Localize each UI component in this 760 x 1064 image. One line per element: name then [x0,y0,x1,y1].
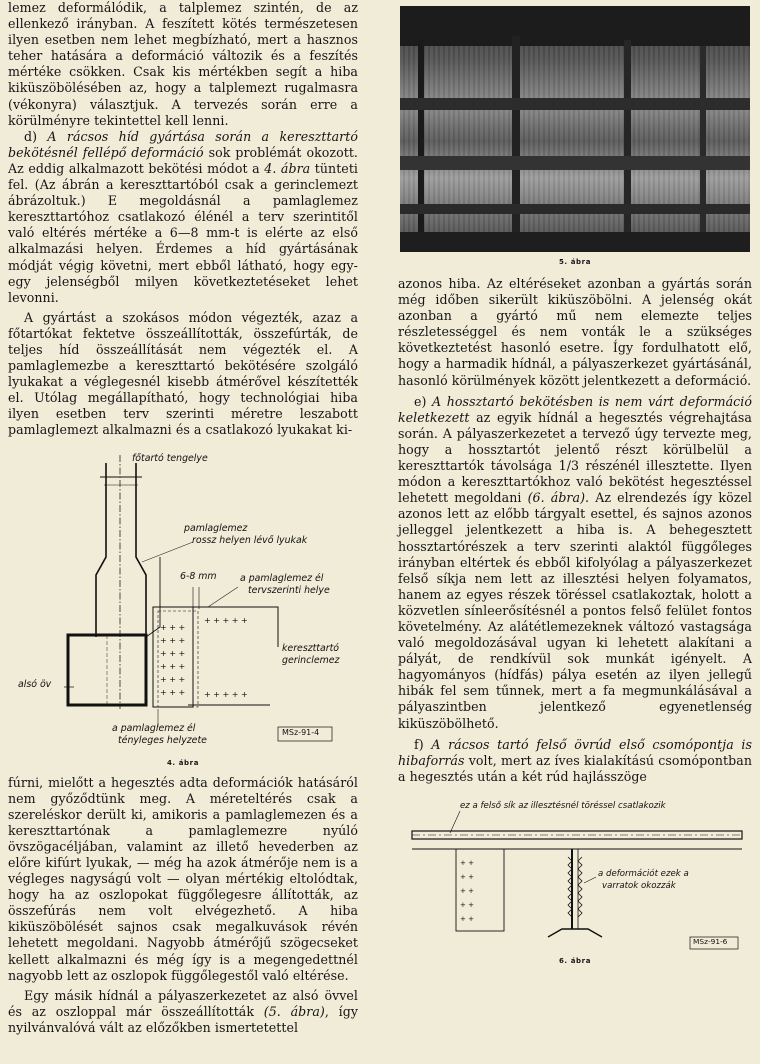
right-paragraph-3-text: volt, mert az íves kialakítású csomópontban a hegesztés után a két rúd hajlásszöge [398,752,752,784]
label-design-edge-1: a pamlaglemez él [240,572,324,584]
label-cross-girder-2: gerinclemez [282,654,340,666]
left-paragraph-2-text-a: sok problémát okozott. Az eddig alkalmazott bekötési módot a [8,144,358,176]
svg-text:+ + +: + + + [160,648,186,658]
figure-4 [8,447,358,771]
right-column [398,0,752,969]
section-f-marker: f) [414,736,432,752]
figure-reference: 4. ábra [264,160,311,176]
section-f-heading: A rácsos tartó felső övrúd első csomópontja is hibaforrás [398,736,753,768]
left-column [8,0,358,1036]
svg-text:+ +: + + [460,872,474,881]
label-cross-girder-1: kereszttartó [282,642,339,654]
rivet-pattern [460,859,474,923]
svg-text:+ + + + +: + + + + + [204,615,248,625]
svg-text:+ +: + + [460,914,474,923]
right-paragraph-2 [398,394,752,732]
svg-text:+ +: + + [460,900,474,909]
svg-text:+ + +: + + + [160,674,186,684]
figure-6-drawing [398,791,752,951]
left-paragraph-5 [8,988,358,1036]
figure-6-stamp: MSz-91-6 [693,936,728,946]
left-paragraph-2 [8,129,358,306]
svg-text:+ + +: + + + [160,687,186,697]
figure-5-photo [400,6,750,252]
left-paragraph-5-text-a: Egy másik hídnál a pályaszerkezetet az alsó övvel és az oszloppal már összeállították [8,987,358,1019]
right-paragraph-2-text-b: . Az elrendezés így közel azonos lett az előbb tárgyalt esettel, és sajnos azonos jelleggel jelentkezett a hiba is. A behegesztett hossztartórészek a terv szerinti alaktól függőleges irányban eltértek és ebből kifolyólag a pályaszerkezet felső síkja nem lett az illesztési helyen folyamatos, hanem az egyes részek töréssel csatlakoztak, holott a közvetlen sínleerősítésnél a pontos felső felület fontos követelmény. Az alátétlemezeknek változó vastagsága való megoldozásával ugyan ki lehetett alakítani a pályát, de rendkívül sok munkát igényelt. A hagyományos (hídfás) pálya esetén az ilyen jellegű hibák fel sem tűnnek, mert a fa megmunkálásával a pályaszintben jelentkező egyenetlenség kiküszöbölhető. [398,490,752,731]
figure-4-drawing [8,447,358,747]
svg-text:+ + + + +: + + + + + [204,689,248,699]
label-actual-edge-1: a pamlaglemez él [112,722,196,734]
label-deformation-1: a deformációt ezek a [598,868,689,879]
label-main-girder-axis: főtartó tengelye [132,452,208,464]
figure-6-caption: 6. ábra [558,956,592,965]
figure-4-stamp: MSz-91-4 [282,727,320,737]
left-paragraph-5-text-b: , így nyilvánvalóvá vált az előzőkben ismertetettel [8,1003,358,1035]
left-paragraph-2-text-b: tünteti fel. (Az ábrán a kereszttartóból csak a gerinclemezt ábrázoltuk.) E megoldásnál a pamlaglemez kereszttartóhoz csatlakozó élénél a terv szerintitől való eltérés mértéke a 6—8 mm-t is elérte az első alkalmazási helyen. Érdemes a híd gyártásának módját végig követni, mert ebből látható, hogy egy-egy jelenségből milyen következtetéseket lehet levonni. [8,160,359,305]
svg-text:+ + +: + + + [160,661,186,671]
figure-reference: (6. ábra) [527,490,586,506]
svg-text:+ + +: + + + [160,635,186,645]
svg-text:+ +: + + [460,858,474,867]
label-top-plane: ez a felső sík az illesztésnél töréssel csatlakozik [460,800,666,811]
label-wrong-holes: rossz helyen lévő lyukak [192,534,308,546]
section-d-heading: A rácsos híd gyártása során a kereszttartó bekötésnél fellépő deformáció [8,128,358,160]
section-e-marker: e) [414,393,433,409]
right-paragraph-2-text-a: az egyik hídnál a hegesztés végrehajtása során. A pályaszerkezetet a tervező úgy tervezte meg, hogy a hossztartót jelentő részt körülbelül a kereszttartók távolsága 1/3 részénél illesztette. Ilyen módon a kereszttartókhoz való bekötést hegesztéssel lehetett megoldani [398,409,752,506]
figure-4-caption: 4. ábra [166,758,200,767]
right-paragraph-3 [398,737,752,785]
label-actual-edge-2: tényleges helyzete [118,734,207,746]
svg-text:+ +: + + [460,886,474,895]
label-deformation-2: varratok okozzák [602,880,676,891]
figure-6 [398,791,752,969]
rivet-pattern [160,616,248,699]
label-plate: pamlaglemez [184,522,248,534]
left-paragraph-3: A gyártást a szokásos módon végezték, azaz a főtartókat fektetve összeállították, összefúrták, de teljes híd összeállítását nem végezték el. A pamlaglemezbe a kereszttartó bekötésére szolgáló lyukakat a véglegesnél kisebb átmérővel készítették el. Utólag megállapítható, hogy technológiai hiba ilyen esetben terv szerinti méretre leszabott pamlaglemezt alkalmazni és a csatlakozó lyukakat ki- [8,309,358,438]
section-d-marker: d) [24,128,48,144]
label-bottom-chord: alsó öv [18,678,52,690]
svg-text:+ + +: + + + [160,622,186,632]
figure-reference: (5. ábra) [263,1003,325,1019]
figure-5-caption: 5. ábra [558,258,592,266]
figure-5-halftone [400,6,750,252]
section-e-heading: A hossztartó bekötésben is nem várt deformáció keletkezett [398,393,752,425]
right-paragraph-1: azonos hiba. Az eltéréseket azonban a gyártás során még időben sikerült kiküszöbölni. A jelenség okát azonban a gyártó mű nem elemezte teljes részletességgel és nem vonták le a szükséges következtetést hasonló esetre. Így fordulhatott elő, hogy a harmadik hídnál, a pályaszerkezet gyártásánál, hasonló körülmények között jelentkezett a deformáció. [398,276,752,388]
left-paragraph-4: fúrni, mielőtt a hegesztés adta deformációk hatásáról nem győződtünk meg. A méreteltérés csak a szereléskor derült ki, amikoris a pamlaglemezen és a kereszttartónak a pamlaglemezre nyúló övszögacéljában, valamint az illető hevederben az előre kifúrt lyukak, — még ha azok átmérője nem is a végleges nagyságú volt — olyan mértékig eltolódtak, hogy ha az oszlopokat függőlegesre állították, az összefúrás nem volt elvégezhető. A hiba kiküszöbölését sajnos csak megalkuvások révén lehetett megoldani. Nagyobb átmérőjű szögecseket kellett alkalmazni és még így is a megengedettnél nagyobb lett az oszlopok függőlegestől való eltérése. [8,774,358,983]
label-6-8-mm: 6-8 mm [180,570,217,582]
label-design-edge-2: tervszerinti helye [248,584,330,596]
left-paragraph-1: lemez deformálódik, a talplemez szintén, de az ellenkező irányban. A feszített kötés természetesen ilyen esetben nem lehet megbízható, mert a hasznos teher hatására a deformáció változik és a feszítés mértéke csökken. Csak kis mértékben segít a hiba kiküszöbölésében az, hogy a talplemezt rugalmasra (vékonyra) választjuk. A tervezés során erre a körülményre tekintettel kell lenni. [8,0,358,128]
